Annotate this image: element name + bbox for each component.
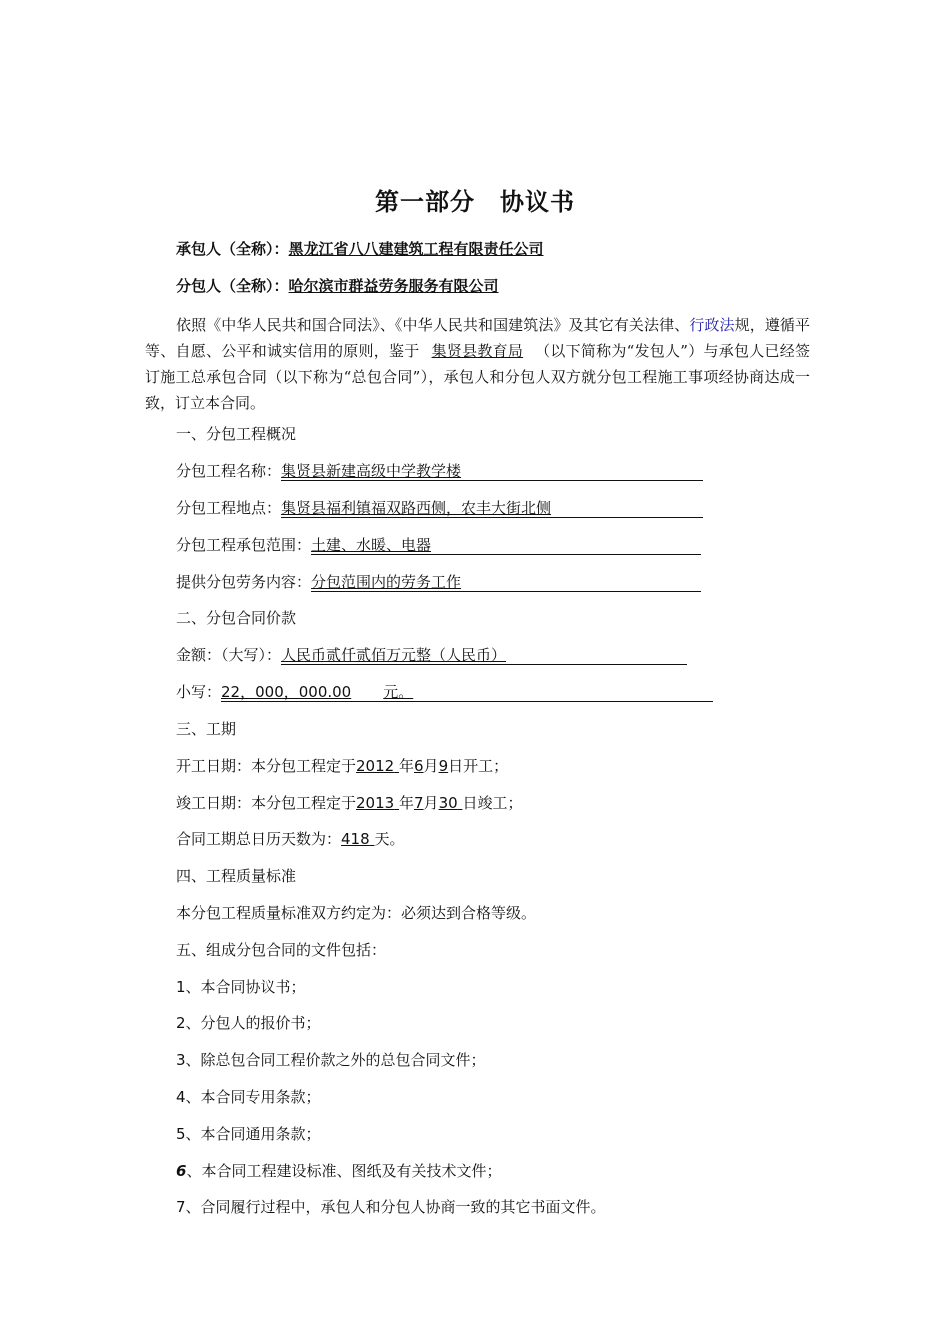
section1-heading: 一、分包工程概况	[176, 425, 297, 443]
amount-figures-label: 小写：	[176, 683, 222, 701]
section5-heading: 五、组成分包合同的文件包括：	[176, 941, 387, 959]
contractor-label: 承包人（全称）：	[176, 240, 289, 258]
contractor-line	[176, 239, 544, 259]
project-name-line	[176, 461, 703, 481]
list-item-text: 、本合同工程建设标准、图纸及有关技术文件；	[186, 1162, 502, 1180]
end-date-line	[176, 793, 522, 813]
document-list-item	[176, 1087, 321, 1107]
end-date-prefix: 竣工日期：本分包工程定于	[176, 794, 357, 812]
document-list-item	[176, 1197, 606, 1217]
project-name-value: 集贤县新建高级中学教学楼	[281, 462, 703, 481]
preamble-part1: 依照《中华人民共和国合同法》、《中华人民共和国建筑法》及其它有关法律、	[176, 316, 690, 334]
project-scope-value: 土建、水暖、电器	[311, 536, 701, 555]
amount-words-value: 人民币贰仟贰佰万元整（人民币）	[281, 646, 687, 665]
list-item-text: 、本合同协议书；	[185, 978, 306, 996]
document-list-item	[176, 977, 306, 997]
document-list-item	[176, 1124, 321, 1144]
document-list-item	[176, 1161, 501, 1181]
section2-heading: 二、分包合同价款	[176, 609, 297, 627]
labor-content-value: 分包范围内的劳务工作	[311, 573, 701, 592]
preamble-link[interactable]: 行政法	[689, 316, 735, 334]
amount-figures-line	[176, 682, 713, 702]
document-list-item	[176, 1050, 486, 1070]
subcontractor-line	[176, 276, 499, 296]
subcontractor-label: 分包人（全称）：	[176, 277, 289, 295]
quality-standard-text: 本分包工程质量标准双方约定为：必须达到合格等级。	[176, 904, 537, 922]
total-days-line	[176, 829, 404, 849]
project-scope-line	[176, 535, 701, 555]
start-month: 6	[414, 757, 424, 775]
start-year-char: 年	[398, 757, 414, 775]
project-location-value: 集贤县福利镇福双路西侧，农丰大街北侧	[281, 499, 703, 518]
end-date-suffix: 日竣工；	[462, 794, 523, 812]
list-item-text: 、合同履行过程中，承包人和分包人协商一致的其它书面文件。	[185, 1198, 606, 1216]
amount-figures-unit: 元。	[383, 683, 414, 701]
project-name-label: 分包工程名称：	[176, 462, 282, 480]
labor-content-label: 提供分包劳务内容：	[176, 573, 312, 591]
list-item-text: 、除总包合同工程价款之外的总包合同文件；	[185, 1051, 486, 1069]
start-date-prefix: 开工日期：本分包工程定于	[176, 757, 357, 775]
list-item-text: 、本合同专用条款；	[185, 1088, 321, 1106]
preamble-part2: 规，遵循平等、自愿、公平和诚实信用的原则，鉴于	[145, 316, 810, 360]
amount-words-label: 金额：（大写）：	[176, 646, 282, 664]
amount-figures-value: 22，000，000.00	[221, 683, 352, 701]
labor-content-line	[176, 572, 701, 592]
list-item-text: 、本合同通用条款；	[185, 1125, 321, 1143]
end-year-char: 年	[398, 794, 414, 812]
list-item-number: 5	[176, 1125, 186, 1143]
list-item-text: 、分包人的报价书；	[185, 1014, 321, 1032]
list-item-number: 3	[176, 1051, 186, 1069]
total-days-suffix: 天。	[374, 830, 405, 848]
list-item-number: 4	[176, 1088, 186, 1106]
project-scope-label: 分包工程承包范围：	[176, 536, 312, 554]
project-location-label: 分包工程地点：	[176, 499, 282, 517]
start-month-char: 月	[423, 757, 439, 775]
employer-name: 集贤县教育局	[431, 342, 524, 360]
contractor-name: 黑龙江省八八建建筑工程有限责任公司	[288, 240, 544, 258]
list-item-number: 7	[176, 1198, 186, 1216]
list-item-number: 6	[176, 1162, 187, 1180]
end-year: 2013	[356, 794, 395, 812]
document-list-item	[176, 1013, 321, 1033]
end-month-char: 月	[423, 794, 439, 812]
preamble-part3: （以下简称为“发包人”）与承包人已经签订施工总承包合同（以下称为“总包合同”），承包人和分包人双方就分包工程施工事项经协商达成一致，订立本合同。	[145, 342, 810, 412]
preamble-paragraph	[145, 312, 810, 416]
amount-words-line	[176, 645, 687, 665]
start-day: 9	[438, 757, 449, 775]
document-title: 第一部分 协议书	[375, 187, 575, 216]
amount-figures-field	[221, 683, 713, 702]
project-location-line	[176, 498, 703, 518]
subcontractor-name: 哈尔滨市群益劳务服务有限公司	[288, 277, 499, 295]
list-item-number: 1	[176, 978, 186, 996]
start-year: 2012	[356, 757, 395, 775]
start-date-line	[176, 756, 508, 776]
section3-heading: 三、工期	[176, 720, 237, 738]
total-days-prefix: 合同工期总日历天数为：	[176, 830, 342, 848]
end-day: 30	[438, 794, 458, 812]
end-month: 7	[414, 794, 424, 812]
total-days-value: 418	[341, 830, 370, 848]
section4-heading: 四、工程质量标准	[176, 867, 297, 885]
start-date-suffix: 日开工；	[448, 757, 509, 775]
list-item-number: 2	[176, 1014, 186, 1032]
